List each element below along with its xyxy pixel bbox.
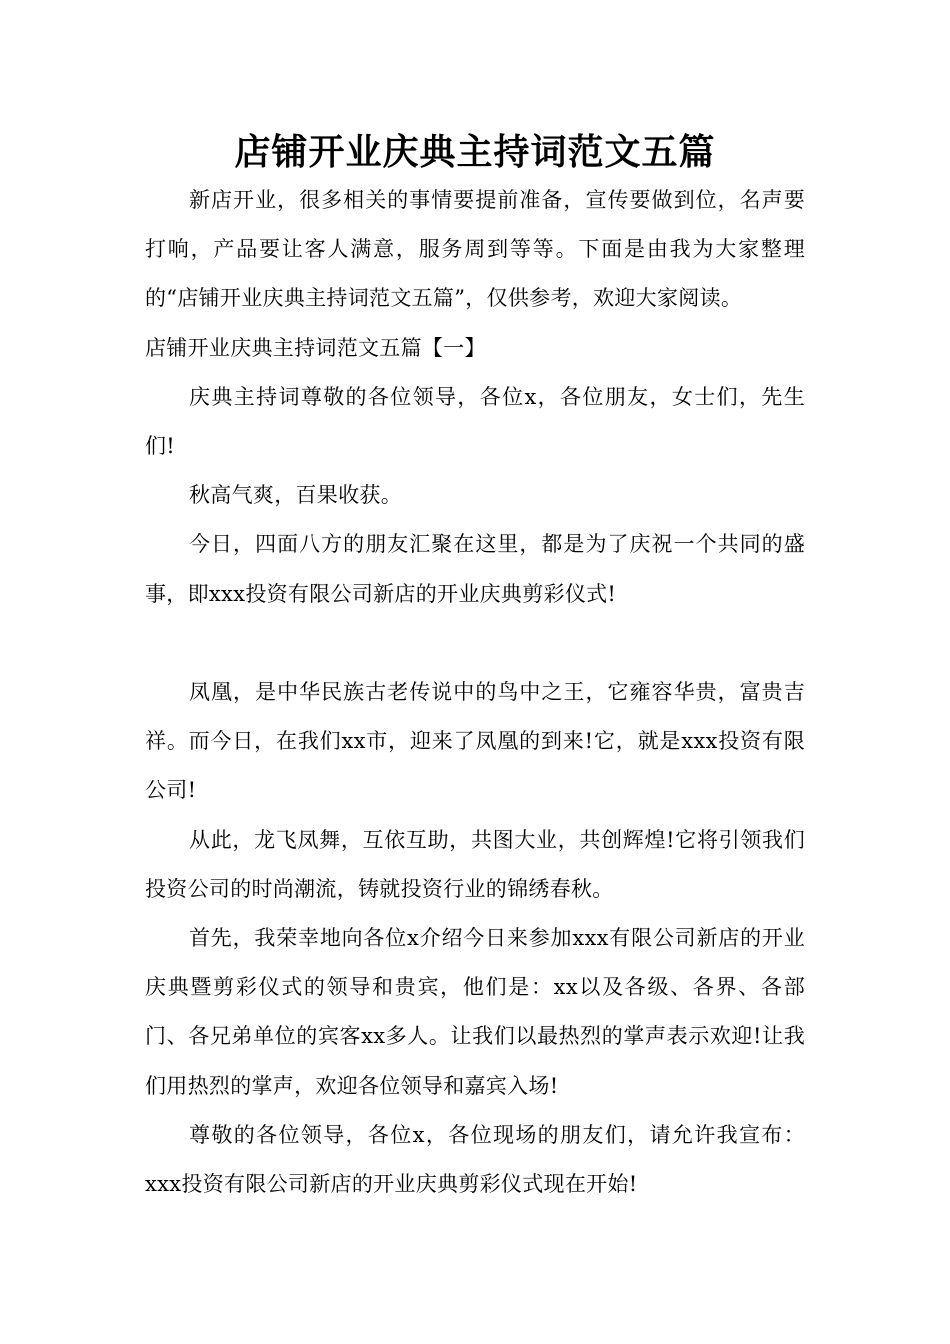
paragraph-season: 秋高气爽，百果收获。 bbox=[189, 483, 402, 508]
body-section-1 bbox=[145, 176, 805, 619]
paragraph-phoenix: 凤凰，是中华民族古老传说中的鸟中之王，它雍容华贵，富贵吉祥。而今日，在我们xx市，迎来了凤凰的到来!它，就是xxx投资有限公司! bbox=[145, 680, 805, 803]
paragraph-today: 今日，四面八方的朋友汇聚在这里，都是为了庆祝一个共同的盛事，即xxx投资有限公司新店的开业庆典剪彩仪式! bbox=[145, 532, 805, 606]
paragraph-greeting: 庆典主持词尊敬的各位领导，各位x，各位朋友，女士们，先生们! bbox=[145, 384, 805, 459]
section-heading: 店铺开业庆典主持词范文五篇【一】 bbox=[145, 335, 486, 360]
paragraph-announce: 尊敬的各位领导，各位x，各位现场的朋友们，请允许我宣布：xxx投资有限公司新店的开业庆典剪彩仪式现在开始! bbox=[145, 1122, 805, 1197]
paragraph-guests: 首先，我荣幸地向各位x介绍今日来参加xxx有限公司新店的开业庆典暨剪彩仪式的领导和贵宾，他们是：xx以及各级、各界、各部门、各兄弟单位的宾客xx多人。让我们以最热烈的掌声表示欢迎!让我们用热烈的掌声，欢迎各位领导和嘉宾入场! bbox=[145, 926, 805, 1098]
paragraph-intro: 新店开业，很多相关的事情要提前准备，宣传要做到位，名声要打响，产品要让客人满意，服务周到等等。下面是由我为大家整理的“店铺开业庆典主持词范文五篇”，仅供参考，欢迎大家阅读。 bbox=[145, 188, 805, 311]
paragraph-future: 从此，龙飞凤舞，互依互助，共图大业，共创辉煌!它将引领我们投资公司的时尚潮流，铸就投资行业的锦绣春秋。 bbox=[145, 827, 805, 901]
body-section-2 bbox=[145, 668, 805, 1209]
document-title: 店铺开业庆典主持词范文五篇 bbox=[234, 131, 716, 173]
